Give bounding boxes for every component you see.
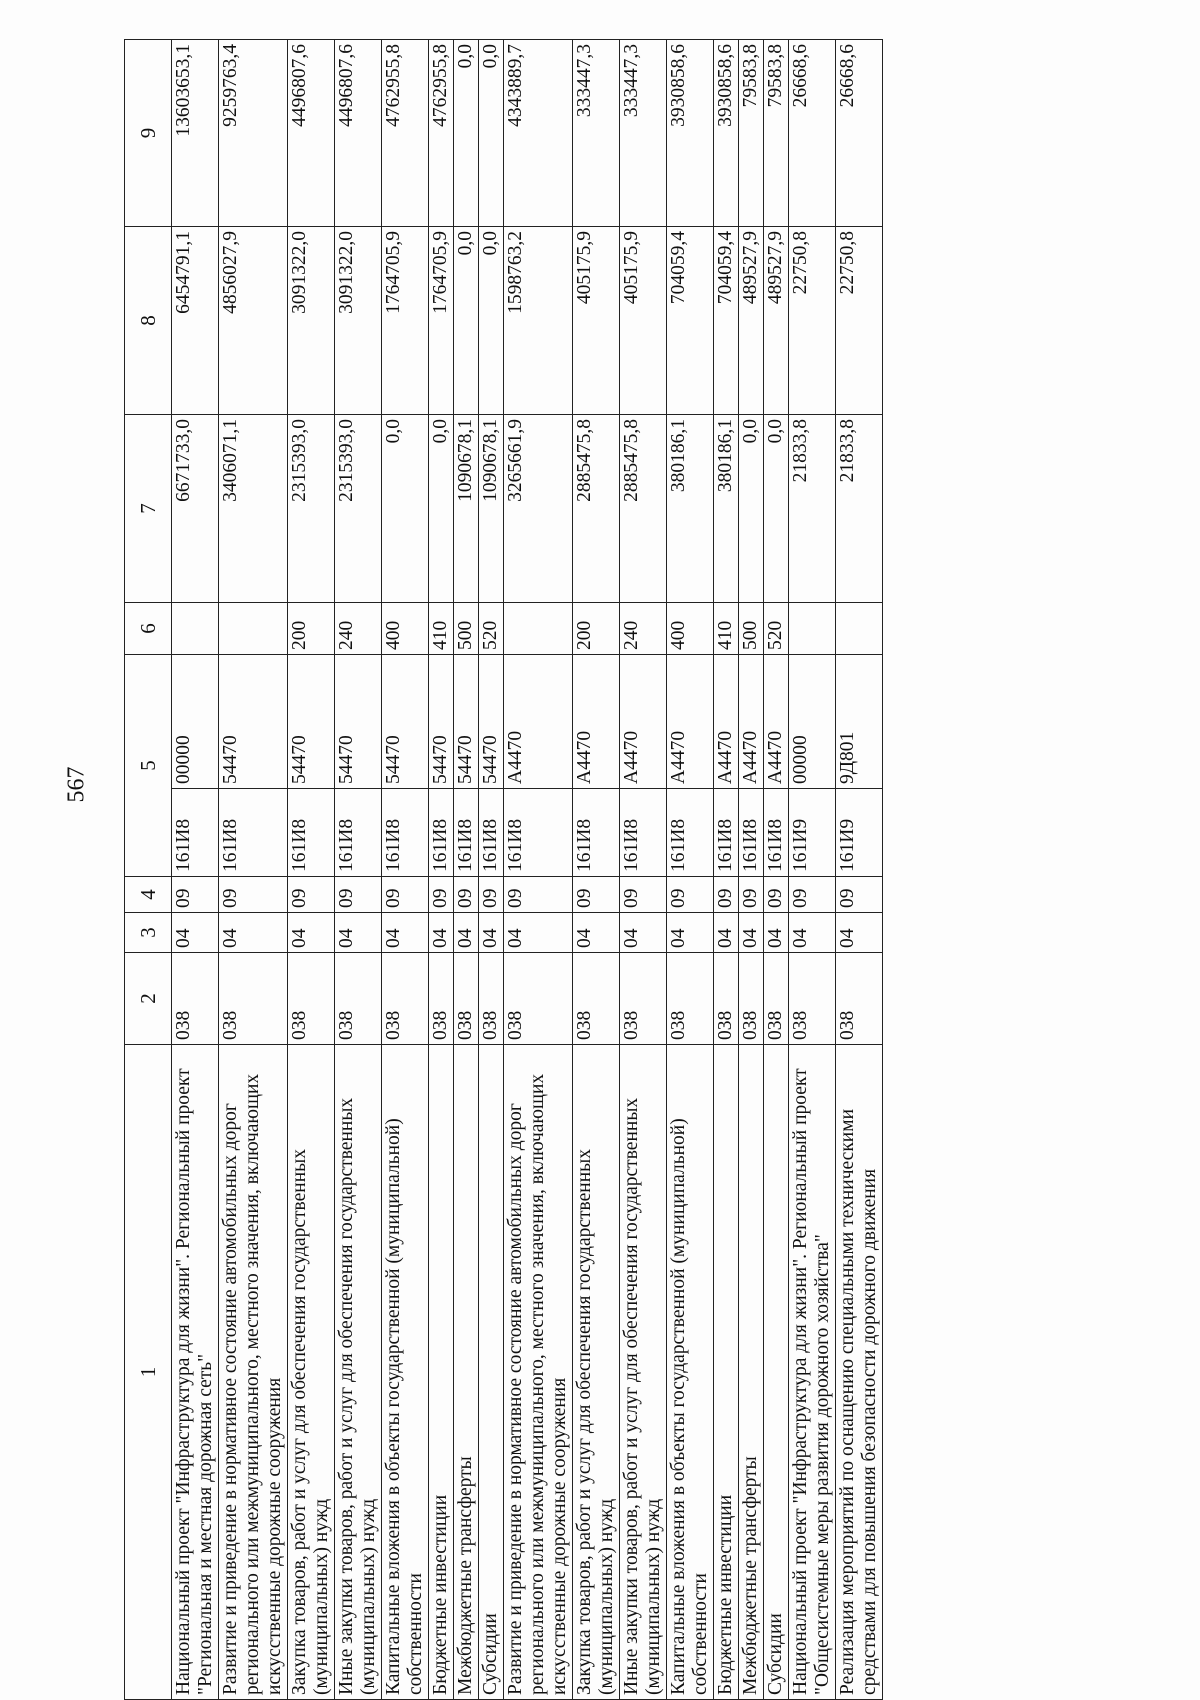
header-col-8: 8 <box>125 227 172 415</box>
cell-target-article-direction: А4470 <box>504 655 573 789</box>
table-row <box>335 40 382 1700</box>
cell-target-article-direction: А4470 <box>620 655 667 789</box>
cell-subsection: 09 <box>667 877 714 913</box>
cell-expense-type: 200 <box>573 603 620 655</box>
cell-target-article-direction: 00000 <box>789 655 836 789</box>
table-row <box>764 40 789 1700</box>
cell-expense-type: 400 <box>382 603 429 655</box>
cell-expense-type: 520 <box>764 603 789 655</box>
cell-expense-type: 500 <box>739 603 764 655</box>
table-row <box>573 40 620 1700</box>
cell-target-article-program: 161И8 <box>454 789 479 877</box>
cell-amount-year-3: 26668,6 <box>789 40 836 227</box>
cell-expense-type <box>789 603 836 655</box>
cell-amount-year-1: 380186,1 <box>714 415 739 603</box>
cell-amount-year-2: 489527,9 <box>739 227 764 415</box>
row-name: Закупка товаров, работ и услуг для обеспечения государственных (муниципальных) нужд <box>288 1045 335 1700</box>
row-name: Иные закупки товаров, работ и услуг для обеспечения государственных (муниципальных) нужд <box>335 1045 382 1700</box>
cell-amount-year-2: 405175,9 <box>573 227 620 415</box>
row-name: Развитие и приведение в нормативное состояние автомобильных дорог регионального или межмуниципального, местного значения, включающих искусственные дорожные сооружения <box>504 1045 573 1700</box>
table-row <box>429 40 454 1700</box>
cell-section: 04 <box>667 913 714 953</box>
cell-target-article-direction: А4470 <box>667 655 714 789</box>
cell-admin-code: 038 <box>288 953 335 1045</box>
cell-amount-year-3: 4762955,8 <box>429 40 454 227</box>
cell-amount-year-2: 0,0 <box>479 227 504 415</box>
table-frame <box>124 40 1135 1700</box>
cell-target-article-direction: 54470 <box>454 655 479 789</box>
row-name: Национальный проект "Инфраструктура для жизни". Региональный проект "Общесистемные меры развития дорожного хозяйства" <box>789 1045 836 1700</box>
cell-amount-year-1: 21833,8 <box>836 415 883 603</box>
cell-amount-year-3: 333447,3 <box>620 40 667 227</box>
row-name: Развитие и приведение в нормативное состояние автомобильных дорог регионального или межмуниципального, местного значения, включающих искусственные дорожные сооружения <box>219 1045 288 1700</box>
cell-expense-type: 240 <box>335 603 382 655</box>
cell-admin-code: 038 <box>573 953 620 1045</box>
cell-target-article-program: 161И8 <box>288 789 335 877</box>
cell-section: 04 <box>429 913 454 953</box>
cell-subsection: 09 <box>789 877 836 913</box>
cell-amount-year-1: 380186,1 <box>667 415 714 603</box>
cell-amount-year-2: 1764705,9 <box>382 227 429 415</box>
cell-target-article-program: 161И8 <box>620 789 667 877</box>
cell-amount-year-3: 79583,8 <box>739 40 764 227</box>
cell-expense-type: 200 <box>288 603 335 655</box>
cell-amount-year-2: 0,0 <box>454 227 479 415</box>
cell-subsection: 09 <box>479 877 504 913</box>
cell-amount-year-1: 0,0 <box>764 415 789 603</box>
cell-expense-type: 410 <box>429 603 454 655</box>
row-name: Бюджетные инвестиции <box>714 1045 739 1700</box>
row-name: Национальный проект "Инфраструктура для жизни". Региональный проект "Региональная и местная дорожная сеть" <box>172 1045 219 1700</box>
cell-admin-code: 038 <box>479 953 504 1045</box>
cell-target-article-program: 161И8 <box>172 789 219 877</box>
cell-amount-year-1: 2885475,8 <box>620 415 667 603</box>
cell-target-article-direction: 54470 <box>382 655 429 789</box>
cell-amount-year-2: 3091322,0 <box>288 227 335 415</box>
row-name: Субсидии <box>479 1045 504 1700</box>
cell-subsection: 09 <box>454 877 479 913</box>
cell-amount-year-3: 79583,8 <box>764 40 789 227</box>
cell-admin-code: 038 <box>219 953 288 1045</box>
cell-target-article-program: 161И8 <box>573 789 620 877</box>
cell-amount-year-2: 704059,4 <box>714 227 739 415</box>
cell-target-article-direction: 00000 <box>172 655 219 789</box>
cell-admin-code: 038 <box>764 953 789 1045</box>
table-row <box>667 40 714 1700</box>
cell-expense-type <box>504 603 573 655</box>
cell-amount-year-2: 1598763,2 <box>504 227 573 415</box>
cell-target-article-program: 161И8 <box>739 789 764 877</box>
cell-section: 04 <box>764 913 789 953</box>
cell-subsection: 09 <box>335 877 382 913</box>
cell-subsection: 09 <box>288 877 335 913</box>
cell-amount-year-1: 2315393,0 <box>288 415 335 603</box>
cell-amount-year-3: 3930858,6 <box>667 40 714 227</box>
cell-amount-year-1: 3265661,9 <box>504 415 573 603</box>
cell-section: 04 <box>382 913 429 953</box>
cell-amount-year-3: 0,0 <box>454 40 479 227</box>
cell-expense-type: 240 <box>620 603 667 655</box>
cell-admin-code: 038 <box>335 953 382 1045</box>
cell-section: 04 <box>504 913 573 953</box>
cell-amount-year-3: 4496807,6 <box>288 40 335 227</box>
cell-target-article-direction: А4470 <box>714 655 739 789</box>
cell-amount-year-3: 0,0 <box>479 40 504 227</box>
cell-target-article-program: 161И8 <box>714 789 739 877</box>
row-name: Бюджетные инвестиции <box>429 1045 454 1700</box>
cell-amount-year-1: 21833,8 <box>789 415 836 603</box>
cell-admin-code: 038 <box>836 953 883 1045</box>
cell-amount-year-2: 405175,9 <box>620 227 667 415</box>
cell-admin-code: 038 <box>504 953 573 1045</box>
cell-section: 04 <box>172 913 219 953</box>
cell-subsection: 09 <box>573 877 620 913</box>
cell-admin-code: 038 <box>454 953 479 1045</box>
cell-amount-year-2: 704059,4 <box>667 227 714 415</box>
cell-expense-type: 520 <box>479 603 504 655</box>
cell-target-article-direction: 54470 <box>288 655 335 789</box>
header-col-2: 2 <box>125 953 172 1045</box>
cell-subsection: 09 <box>836 877 883 913</box>
cell-amount-year-2: 3091322,0 <box>335 227 382 415</box>
cell-amount-year-3: 4762955,8 <box>382 40 429 227</box>
rotated-table-container <box>124 40 1135 1700</box>
cell-amount-year-3: 9259763,4 <box>219 40 288 227</box>
cell-admin-code: 038 <box>620 953 667 1045</box>
cell-amount-year-3: 3930858,6 <box>714 40 739 227</box>
table-row <box>219 40 288 1700</box>
cell-subsection: 09 <box>172 877 219 913</box>
cell-subsection: 09 <box>504 877 573 913</box>
cell-amount-year-1: 1090678,1 <box>454 415 479 603</box>
row-name: Межбюджетные трансферты <box>739 1045 764 1700</box>
cell-target-article-program: 161И8 <box>504 789 573 877</box>
header-col-9: 9 <box>125 40 172 227</box>
table-row <box>382 40 429 1700</box>
cell-subsection: 09 <box>382 877 429 913</box>
cell-target-article-program: 161И9 <box>789 789 836 877</box>
cell-section: 04 <box>479 913 504 953</box>
cell-amount-year-1: 2885475,8 <box>573 415 620 603</box>
cell-target-article-direction: А4470 <box>573 655 620 789</box>
table-row <box>504 40 573 1700</box>
row-name: Закупка товаров, работ и услуг для обеспечения государственных (муниципальных) нужд <box>573 1045 620 1700</box>
budget-table <box>124 39 883 1700</box>
cell-target-article-program: 161И8 <box>382 789 429 877</box>
cell-target-article-program: 161И8 <box>335 789 382 877</box>
header-col-3: 3 <box>125 913 172 953</box>
header-col-4: 4 <box>125 877 172 913</box>
cell-amount-year-3: 4496807,6 <box>335 40 382 227</box>
cell-admin-code: 038 <box>739 953 764 1045</box>
cell-expense-type <box>219 603 288 655</box>
row-name: Субсидии <box>764 1045 789 1700</box>
header-col-7: 7 <box>125 415 172 603</box>
header-col-1: 1 <box>125 1045 172 1700</box>
cell-subsection: 09 <box>714 877 739 913</box>
cell-amount-year-2: 1764705,9 <box>429 227 454 415</box>
cell-amount-year-2: 22750,8 <box>789 227 836 415</box>
table-row <box>739 40 764 1700</box>
cell-amount-year-1: 0,0 <box>429 415 454 603</box>
cell-target-article-direction: 54470 <box>479 655 504 789</box>
cell-subsection: 09 <box>219 877 288 913</box>
cell-expense-type: 500 <box>454 603 479 655</box>
row-name: Межбюджетные трансферты <box>454 1045 479 1700</box>
cell-amount-year-2: 4856027,9 <box>219 227 288 415</box>
table-body <box>172 40 883 1700</box>
cell-expense-type <box>836 603 883 655</box>
cell-section: 04 <box>836 913 883 953</box>
cell-amount-year-1: 1090678,1 <box>479 415 504 603</box>
row-name: Капитальные вложения в объекты государственной (муниципальной) собственности <box>667 1045 714 1700</box>
table-row <box>288 40 335 1700</box>
table-row <box>836 40 883 1700</box>
table-row <box>714 40 739 1700</box>
cell-target-article-direction: 54470 <box>429 655 454 789</box>
cell-expense-type <box>172 603 219 655</box>
table-row <box>479 40 504 1700</box>
table-row <box>454 40 479 1700</box>
cell-target-article-program: 161И9 <box>836 789 883 877</box>
header-col-5: 5 <box>125 655 172 877</box>
cell-subsection: 09 <box>429 877 454 913</box>
cell-amount-year-2: 6454791,1 <box>172 227 219 415</box>
cell-amount-year-3: 13603653,1 <box>172 40 219 227</box>
cell-admin-code: 038 <box>714 953 739 1045</box>
row-name: Иные закупки товаров, работ и услуг для обеспечения государственных (муниципальных) нужд <box>620 1045 667 1700</box>
cell-section: 04 <box>739 913 764 953</box>
cell-amount-year-3: 333447,3 <box>573 40 620 227</box>
cell-target-article-direction: А4470 <box>739 655 764 789</box>
cell-amount-year-3: 26668,6 <box>836 40 883 227</box>
cell-section: 04 <box>219 913 288 953</box>
cell-section: 04 <box>573 913 620 953</box>
cell-expense-type: 410 <box>714 603 739 655</box>
cell-section: 04 <box>714 913 739 953</box>
cell-target-article-direction: А4470 <box>764 655 789 789</box>
row-name: Реализация мероприятий по оснащению специальными техническими средствами для повышения безопасности дорожного движения <box>836 1045 883 1700</box>
cell-target-article-program: 161И8 <box>429 789 454 877</box>
cell-target-article-direction: 9Д801 <box>836 655 883 789</box>
table-row <box>620 40 667 1700</box>
cell-admin-code: 038 <box>172 953 219 1045</box>
cell-amount-year-1: 2315393,0 <box>335 415 382 603</box>
header-col-6: 6 <box>125 603 172 655</box>
cell-amount-year-1: 0,0 <box>382 415 429 603</box>
page-number: 567 <box>63 766 90 803</box>
cell-target-article-program: 161И8 <box>667 789 714 877</box>
cell-amount-year-1: 0,0 <box>739 415 764 603</box>
cell-admin-code: 038 <box>667 953 714 1045</box>
cell-amount-year-3: 4343889,7 <box>504 40 573 227</box>
cell-amount-year-1: 6671733,0 <box>172 415 219 603</box>
cell-amount-year-1: 3406071,1 <box>219 415 288 603</box>
cell-target-article-direction: 54470 <box>335 655 382 789</box>
cell-subsection: 09 <box>739 877 764 913</box>
cell-target-article-program: 161И8 <box>479 789 504 877</box>
cell-amount-year-2: 489527,9 <box>764 227 789 415</box>
table-header-row <box>125 40 172 1700</box>
cell-admin-code: 038 <box>429 953 454 1045</box>
table-row <box>172 40 219 1700</box>
cell-admin-code: 038 <box>382 953 429 1045</box>
cell-admin-code: 038 <box>789 953 836 1045</box>
cell-subsection: 09 <box>764 877 789 913</box>
cell-target-article-program: 161И8 <box>219 789 288 877</box>
cell-section: 04 <box>335 913 382 953</box>
cell-section: 04 <box>454 913 479 953</box>
cell-section: 04 <box>620 913 667 953</box>
cell-target-article-direction: 54470 <box>219 655 288 789</box>
table-row <box>789 40 836 1700</box>
cell-section: 04 <box>288 913 335 953</box>
cell-subsection: 09 <box>620 877 667 913</box>
cell-expense-type: 400 <box>667 603 714 655</box>
cell-section: 04 <box>789 913 836 953</box>
cell-amount-year-2: 22750,8 <box>836 227 883 415</box>
cell-target-article-program: 161И8 <box>764 789 789 877</box>
row-name: Капитальные вложения в объекты государственной (муниципальной) собственности <box>382 1045 429 1700</box>
